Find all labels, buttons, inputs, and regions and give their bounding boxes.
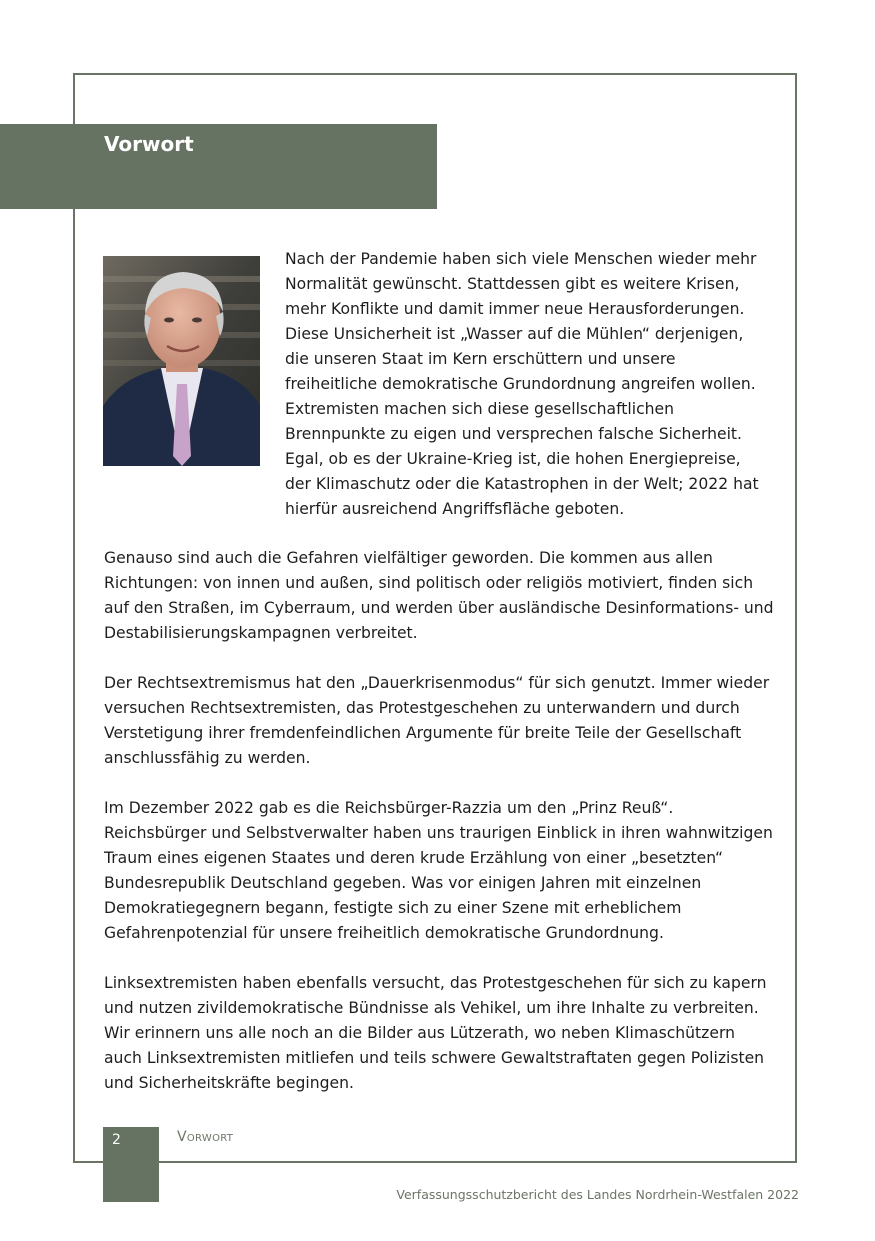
paragraph: Der Rechtsextremismus hat den „Dauerkrisenmodus“ für sich genutzt. Immer wieder versuchen Rechtsextremisten, das Protestgeschehen zu unterwandern und durch Verstetigung ihrer fremdenfeindlichen Argumente für breite Teile der Gesellschaft anschlussfähig zu werden. xyxy=(104,674,770,767)
intro-paragraph: Nach der Pandemie haben sich viele Menschen wieder mehr Normalität gewünscht. Stattdessen gibt es weitere Krisen, mehr Konflikte und damit immer neue Herausforderungen. Diese Unsicherheit ist „Wasser auf die Mühlen“ derjenigen, die unseren Staat im Kern erschüttern und unsere freiheitliche demokratische Grundordnung angreifen wollen. Extremisten machen sich diese gesellschaftlichen Brennpunkte zu eigen und versprechen falsche Sicherheit. Egal, ob es der Ukraine-Krieg ist, die hohen Energiepreise, der Klimaschutz oder die Katastrophen in der Welt; 2022 hat hierfür ausreichend Angriffsfläche geboten. xyxy=(285,250,759,518)
portrait-photo xyxy=(103,256,260,466)
title-band xyxy=(0,124,437,209)
page-number: 2 xyxy=(112,1132,121,1148)
paragraph: Genauso sind auch die Gefahren vielfältiger geworden. Die kommen aus allen Richtungen: von innen und außen, sind politisch oder religiös motiviert, finden sich auf den Straßen, im Cyberraum, und werden über ausländische Desinformations- und Destabilisierungskampagnen verbreitet. xyxy=(104,549,774,642)
paragraph: Linksextremisten haben ebenfalls versucht, das Protestgeschehen für sich zu kapern und nutzen zivildemokratische Bündnisse als Vehikel, um ihre Inhalte zu verbreiten. Wir erinnern uns alle noch an die Bilder aus Lützerath, wo neben Klimaschützern auch Linksextremisten mitliefen und teils schwere Gewaltstraftaten gegen Polizisten und Sicherheitskräfte begingen. xyxy=(104,974,767,1092)
page-number-tab xyxy=(103,1127,159,1202)
paragraph: Im Dezember 2022 gab es die Reichsbürger-Razzia um den „Prinz Reuß“. Reichsbürger und Selbstverwalter haben uns traurigen Einblick in ihren wahnwitzigen Traum eines eigenen Staates und deren krude Erzählung von einer „besetzten“ Bundesrepublik Deutschland gegeben. Was vor einigen Jahren mit einzelnen Demokratiegegnern begann, festigte sich zu einer Szene mit erheblichem Gefahrenpotenzial für unsere freiheitlich demokratische Grundordnung. xyxy=(104,799,773,942)
section-title: Vorwort xyxy=(104,132,194,156)
footer-publication-title: Verfassungsschutzbericht des Landes Nordrhein-Westfalen 2022 xyxy=(396,1187,799,1202)
body-text xyxy=(104,546,774,1121)
footer-section-label: Vorwort xyxy=(177,1129,234,1145)
